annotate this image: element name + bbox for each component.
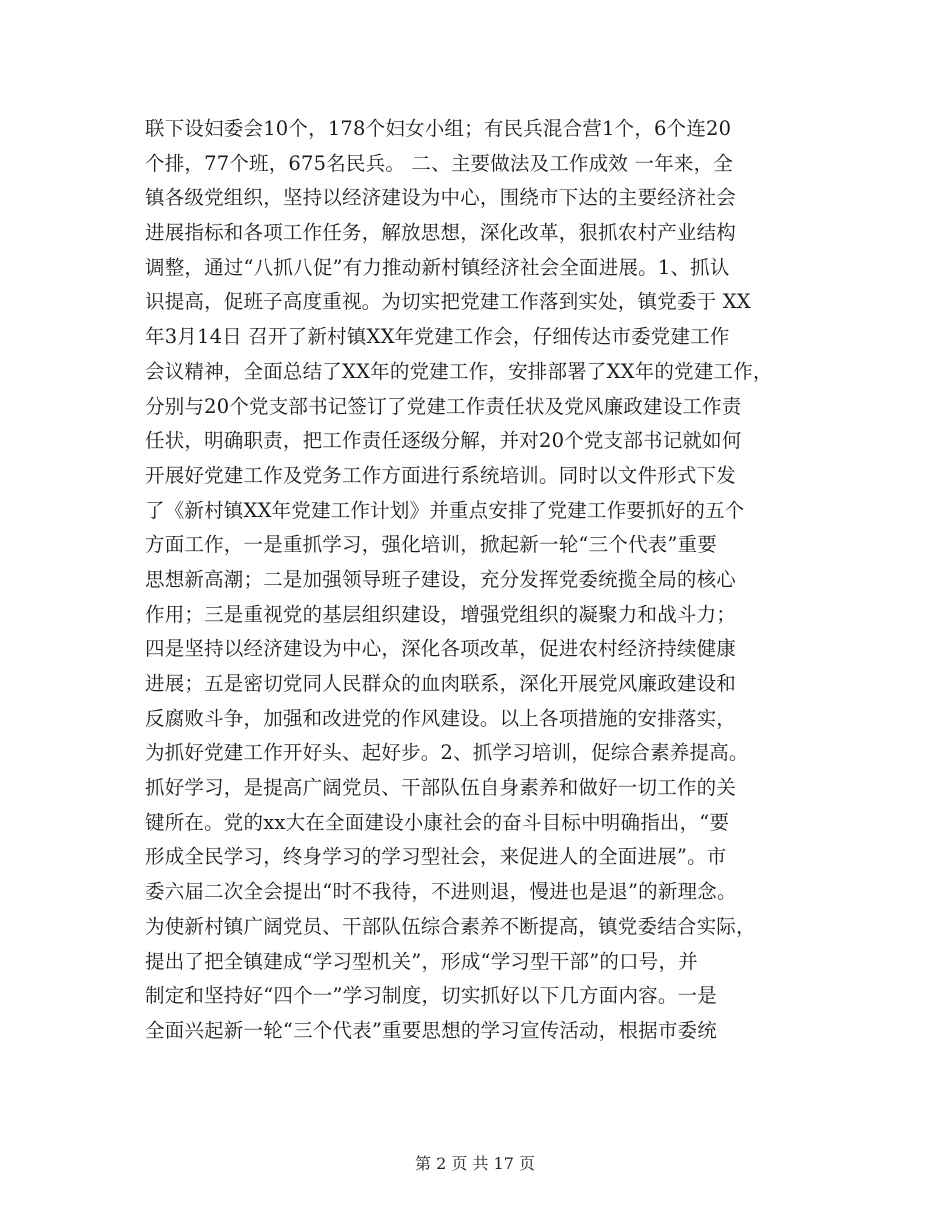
text-line: 联下设妇委会10个，178个妇女小组；有民兵混合营1个，6个连20 <box>145 117 732 140</box>
text-line: 会议精神，全面总结了XX年的党建工作，安排部署了XX年的党建工作， <box>145 359 773 383</box>
body-text <box>145 112 825 1049</box>
text-line: 提出了把全镇建成“学习型机关”，形成“学习型干部”的口号，并 <box>145 949 698 973</box>
text-line: 抓好学习，是提高广阔党员、干部队伍自身素养和做好一切工作的关 <box>145 776 737 800</box>
text-line: 制定和坚持好“四个一”学习制度，切实抓好以下几方面内容。一是 <box>145 984 717 1008</box>
text-line: 分别与20个党支部书记签订了党建工作责任状及党风廉政建设工作责 <box>145 394 742 418</box>
text-line: 四是坚持以经济建设为中心，深化各项改革，促进农村经济持续健康 <box>145 637 737 661</box>
text-line: 键所在。党的xx大在全面建设小康社会的奋斗目标中明确指出，“要 <box>145 810 730 834</box>
text-line: 反腐败斗争，加强和改进党的作风建设。以上各项措施的安排落实， <box>145 706 737 730</box>
text-line: 作用；三是重视党的基层组织建设，增强党组织的凝聚力和战斗力； <box>145 602 737 626</box>
text-line: 思想新高潮；二是加强领导班子建设，充分发挥党委统揽全局的核心 <box>145 567 737 591</box>
page-number-footer: 第 2 页 共 17 页 <box>415 1154 535 1173</box>
text-line: 方面工作，一是重抓学习，强化培训，掀起新一轮“三个代表”重要 <box>145 533 717 557</box>
text-line: 了《新村镇XX年党建工作计划》并重点安排了党建工作要抓好的五个 <box>145 498 745 522</box>
text-line: 年3月14日 召开了新村镇XX年党建工作会，仔细传达市委党建工作 <box>145 325 730 349</box>
text-line: 进展；五是密切党同人民群众的血肉联系，深化开展党风廉政建设和 <box>145 672 737 695</box>
text-line: 任状，明确职责，把工作责任逐级分解，并对20个党支部书记就如何 <box>145 429 742 453</box>
text-line: 识提高，促班子高度重视。为切实把党建工作落到实处，镇党委于 XX <box>145 290 751 314</box>
text-line: 委六届二次全会提出“时不我待，不进则退，慢进也是退”的新理念。 <box>145 880 737 904</box>
text-line: 为使新村镇广阔党员、干部队伍综合素养不断提高，镇党委结合实际， <box>145 914 756 938</box>
text-line: 镇各级党组织，坚持以经济建设为中心，围绕市下达的主要经济社会 <box>145 186 737 210</box>
text-line: 为抓好党建工作开好头、起好步。2、抓学习培训，促综合素养提高。 <box>145 741 749 765</box>
text-line: 进展指标和各项工作任务，解放思想，深化改革，狠抓农村产业结构 <box>145 221 737 245</box>
text-line: 个排，77个班，675名民兵。 二、主要做法及工作成效 一年来，全 <box>145 151 734 175</box>
text-line: 形成全民学习，终身学习的学习型社会，来促进人的全面进展”。市 <box>145 845 727 869</box>
text-line: 全面兴起新一轮“三个代表”重要思想的学习宣传活动，根据市委统 <box>145 1018 717 1042</box>
text-line: 开展好党建工作及党务工作方面进行系统培训。同时以文件形式下发 <box>145 463 737 487</box>
text-line: 调整，通过“八抓八促”有力推动新村镇经济社会全面进展。1、抓认 <box>145 255 730 279</box>
